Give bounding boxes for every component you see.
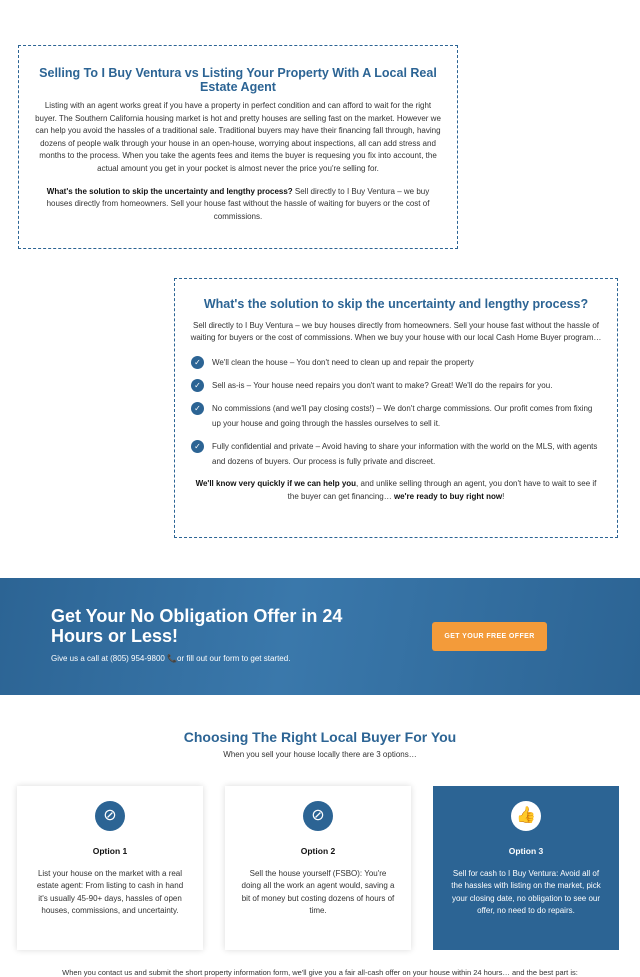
thumbs-up-icon: 👍 [511, 801, 541, 831]
ban-icon: ⊘ [95, 801, 125, 831]
option-text: Sell the house yourself (FSBO): You're doing all the work an agent would, saving a bit of money but costing dozens of hours of time. [241, 869, 395, 915]
option-text: List your house on the market with a real estate agent: From listing to cash in hand it's usually 45-90+ days, hassles of open houses, commissions, and uncertainty. [36, 869, 184, 915]
solution-title: What's the solution to skip the uncertainty and lengthy process? [203, 297, 589, 311]
option-card-2 [225, 786, 411, 950]
list-item [189, 439, 603, 469]
list-item-text: Sell as-is – Your house need repairs you don't want to make? Great! We'll do the repairs for you. [212, 380, 553, 390]
agent-comparison-text: Listing with an agent works great if you have a property in perfect condition and can afford to wait for the right buyer. The Southern California housing market is hot and pretty houses are selling fast on the market. However we can help you avoid the hassles of a traditional sale. Traditional buyers may have their financing fall through, having dozens of people walk through your house in an open-house, worrying about inspections, all can add stress and months to the process. When you take the agents fees and items the buyer is requesing you fix into account, the actual amount you get in your pocket is almost never the price you're selling for. [35, 101, 441, 173]
cta-banner [0, 578, 640, 695]
option-title: Option 2 [300, 846, 336, 856]
check-circle-icon: ✓ [191, 356, 204, 369]
option-card-1 [17, 786, 203, 950]
agent-comparison-solution [35, 186, 441, 224]
option-card-3 [433, 786, 619, 950]
outro-bold-2: we're ready to buy right now [391, 491, 503, 501]
solution-bold: What's the solution to skip the uncertainty and lengthy process? [46, 186, 293, 196]
cta-sub-suffix: or fill out our form to get started. [177, 654, 291, 663]
phone-icon: 📞 [167, 654, 178, 663]
check-circle-icon: ✓ [191, 379, 204, 392]
agent-comparison-box [18, 45, 458, 249]
solution-box [174, 278, 618, 538]
ban-icon: ⊘ [303, 801, 333, 831]
check-circle-icon: ✓ [191, 402, 204, 415]
agent-comparison-title: Selling To I Buy Ventura vs Listing Your Property With A Local Real Estate Agent [39, 66, 437, 94]
list-item [189, 355, 603, 370]
option-text: Sell for cash to I Buy Ventura: Avoid all of the hassles with listing on the market, pick your closing date, no obligation to see our offer, no need to do repairs. [451, 869, 601, 915]
list-item-text: We'll clean the house – You don't need to clean up and repair the property [212, 357, 474, 367]
check-circle-icon: ✓ [191, 440, 204, 453]
solution-text: Sell directly to I Buy Ventura – we buy houses directly from homeowners. Sell your house fast without the hassle of waiting for buyers or the cost of commissions. [46, 186, 430, 221]
cta-subtitle [51, 654, 290, 663]
solution-intro: Sell directly to I Buy Ventura – we buy houses directly from homeowners. Sell your house fast without the hassle of waiting for buyers or the cost of commissions. When we buy your house with our local Cash Home Buyer program… [190, 321, 602, 343]
choose-subtitle: When you sell your house locally there are 3 options… [223, 750, 417, 759]
outro-text: , and unlike selling through an agent, you don't have to wait to see if the buyer can get financing… [287, 478, 597, 501]
footer-text: When you contact us and submit the short property information form, we'll give you a fair all-cash offer on your house within 24 hours… and the best part is: [62, 968, 578, 977]
cta-sub-prefix: Give us a call at (805) 954-9800 [51, 654, 168, 663]
list-item-text: No commissions (and we'll pay closing costs!) – We don't charge commissions. Our profit comes from fixing up your house and going through the hassles ourselves to sell it. [212, 403, 593, 428]
list-item [189, 401, 603, 431]
solution-outro [189, 477, 603, 503]
option-title: Option 3 [508, 846, 544, 856]
option-title: Option 1 [92, 846, 128, 856]
list-item [189, 378, 603, 393]
outro-bold-1: We'll know very quickly if we can help you [195, 478, 357, 488]
free-offer-button[interactable]: GET YOUR FREE OFFER [432, 622, 547, 651]
outro-end: ! [502, 491, 505, 501]
cta-title: Get Your No Obligation Offer in 24 Hours or Less! [51, 606, 343, 646]
benefits-list [189, 355, 603, 469]
choose-title: Choosing The Right Local Buyer For You [183, 729, 457, 745]
list-item-text: Fully confidential and private – Avoid having to share your information with the world on the MLS, with agents and dozens of buyers. Our process is fully private and discreet. [212, 441, 598, 466]
